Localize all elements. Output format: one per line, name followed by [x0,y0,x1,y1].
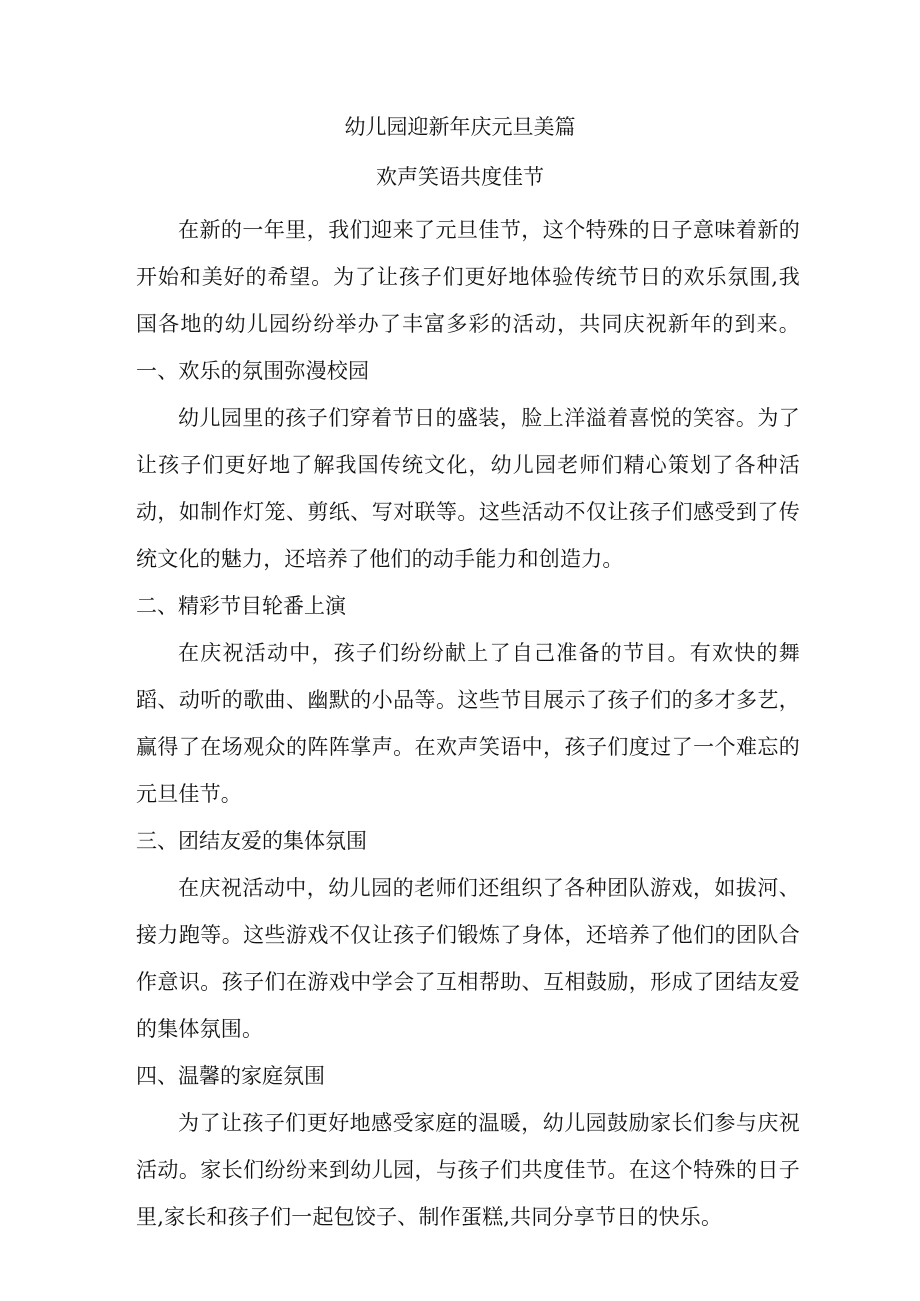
section-2-heading: 二、精彩节目轮番上演 [136,594,346,618]
section-3-heading: 三、团结友爱的集体氛围 [136,829,367,853]
section-4-heading: 四、温馨的家庭氛围 [136,1064,325,1088]
section-3-paragraph: 在庆祝活动中，幼儿园的老师们还组织了各种团队游戏，如拔河、接力跑等。这些游戏不仅让孩子们锻炼了身体，还培养了他们的团队合作意识。孩子们在游戏中学会了互相帮助、互相鼓励，形成了团结友爱的集体氛围。 [136,876,800,1041]
section-4-paragraph: 为了让孩子们更好地感受家庭的温暖，幼儿园鼓励家长们参与庆祝活动。家长们纷纷来到幼儿园，与孩子们共度佳节。在这个特殊的日子里,家长和孩子们一起包饺子、制作蛋糕,共同分享节日的快乐。 [136,1111,800,1229]
document-body [136,207,800,1241]
section-2-paragraph: 在庆祝活动中，孩子们纷纷献上了自己准备的节目。有欢快的舞蹈、动听的歌曲、幽默的小品等。这些节目展示了孩子们的多才多艺，赢得了在场观众的阵阵掌声。在欢声笑语中，孩子们度过了一个难忘的元旦佳节。 [136,641,800,806]
intro-paragraph: 在新的一年里，我们迎来了元旦佳节，这个特殊的日子意味着新的开始和美好的希望。为了让孩子们更好地体验传统节日的欢乐氛围,我国各地的幼儿园纷纷举办了丰富多彩的活动，共同庆祝新年的到来。一、欢乐的氛围弥漫校园 [136,218,800,383]
document-subtitle: 欢声笑语共度佳节 [376,165,544,189]
section-1-paragraph: 幼儿园里的孩子们穿着节日的盛装，脸上洋溢着喜悦的笑容。为了让孩子们更好地了解我国传统文化，幼儿园老师们精心策划了各种活动，如制作灯笼、剪纸、写对联等。这些活动不仅让孩子们感受到了传统文化的魅力，还培养了他们的动手能力和创造力。 [136,406,800,571]
document-title: 幼儿园迎新年庆元旦美篇 [344,115,576,139]
